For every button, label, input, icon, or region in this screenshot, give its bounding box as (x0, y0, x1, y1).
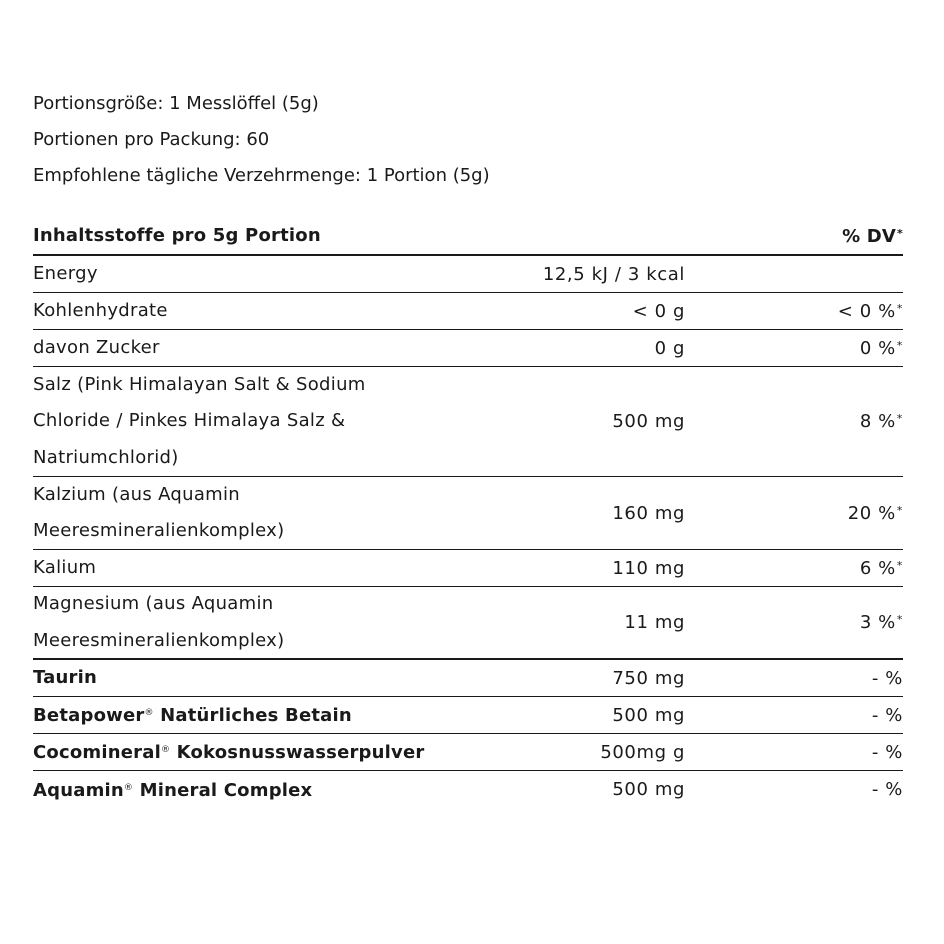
row-dv: 6 %* (859, 557, 903, 579)
row-dv: - % (871, 704, 903, 726)
recommended-daily-intake: Empfohlene tägliche Verzehrmenge: 1 Portion (5g) (33, 165, 490, 186)
table-header (33, 218, 903, 256)
header-ingredients: Inhaltsstoffe pro 5g Portion (33, 225, 321, 246)
row-dv: 0 %* (859, 337, 903, 359)
row-amount: < 0 g (632, 300, 685, 322)
table-row (33, 734, 903, 771)
serving-info (33, 86, 913, 194)
row-amount: 500 mg (612, 779, 685, 800)
row-name: davon Zucker (33, 336, 160, 358)
row-dv: 20 %* (847, 502, 903, 524)
row-dv: - % (871, 741, 903, 763)
row-name: Magnesium (aus Aquamin Meeresmineralienkomplex) (33, 593, 285, 651)
row-dv: < 0 %* (837, 300, 903, 322)
serving-size: Portionsgröße: 1 Messlöffel (5g) (33, 93, 319, 114)
row-amount: 500 mg (612, 411, 685, 432)
row-name: Aquamin® Mineral Complex (33, 779, 313, 801)
row-amount: 500 mg (612, 704, 685, 726)
row-name: Energy (33, 262, 98, 284)
row-dv: - % (871, 667, 903, 689)
table-row (33, 587, 903, 660)
table-row (33, 256, 903, 293)
row-dv (685, 264, 903, 285)
header-daily-value: % DV* (842, 225, 903, 247)
row-name: Taurin (33, 666, 97, 688)
table-row (33, 771, 903, 808)
table-row (33, 330, 903, 367)
row-name: Kalzium (aus Aquamin Meeresmineralienkomplex) (33, 483, 285, 541)
row-amount: 750 mg (612, 667, 685, 689)
nutrition-table (33, 218, 903, 808)
table-row (33, 477, 903, 550)
row-name: Betapower® Natürliches Betain (33, 705, 352, 727)
row-amount: 110 mg (612, 557, 685, 579)
row-name: Kohlenhydrate (33, 299, 168, 321)
servings-per-pack: Portionen pro Packung: 60 (33, 129, 270, 150)
table-row (33, 367, 903, 477)
row-name: Cocomineral® Kokosnusswasserpulver (33, 742, 425, 764)
row-dv: - % (871, 779, 903, 800)
table-row (33, 550, 903, 587)
row-name: Salz (Pink Himalayan Salt & Sodium Chloride / Pinkes Himalaya Salz & Natriumchlorid) (33, 373, 366, 468)
row-amount: 11 mg (624, 612, 685, 633)
row-amount: 12,5 kJ / 3 kcal (542, 263, 685, 285)
row-amount: 500mg g (600, 741, 685, 763)
table-row (33, 697, 903, 734)
table-row (33, 293, 903, 330)
table-row (33, 660, 903, 697)
row-amount: 160 mg (612, 502, 685, 524)
row-dv: 8 %* (859, 411, 903, 432)
row-dv: 3 %* (859, 612, 903, 633)
row-amount: 0 g (654, 337, 685, 359)
row-name: Kalium (33, 556, 97, 578)
